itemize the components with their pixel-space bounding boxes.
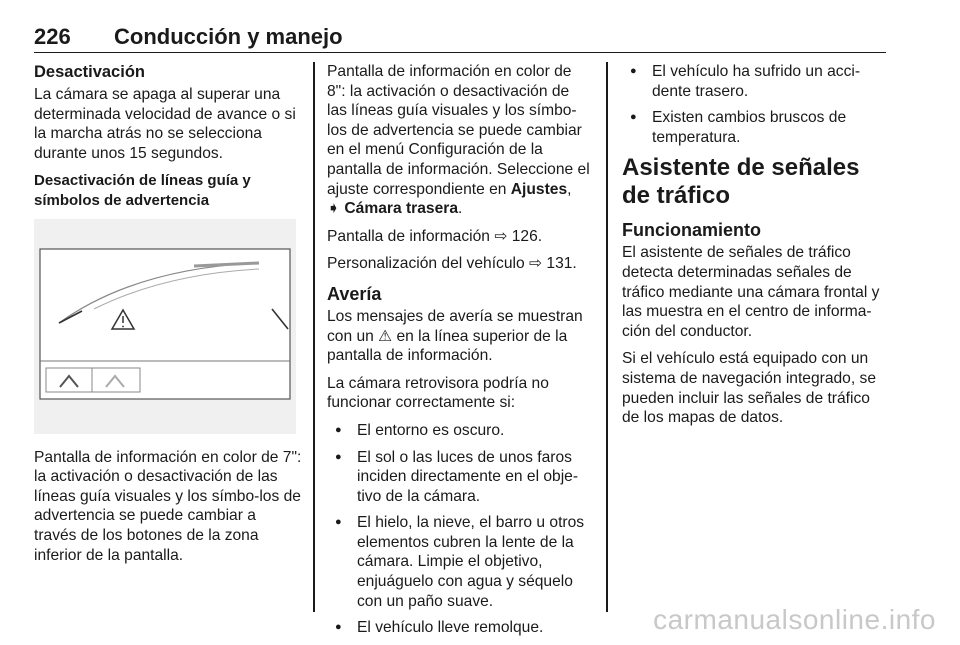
list-item: ● El vehículo ha sufrido un acci-dente trasero. — [622, 62, 890, 101]
reference-page: 131. — [546, 255, 577, 273]
list-item: ● El sol o las luces de unos faros inciden directamente en el obje-tivo de la cámara. — [327, 448, 591, 507]
display-frame — [40, 249, 290, 399]
reference-personalization — [327, 254, 591, 274]
page-header — [34, 18, 886, 53]
column-3 — [622, 62, 890, 436]
paragraph-8-inch-text: Pantalla de información en color de 8": la activación o desactivación de las líneas guía visuales y los símbo-los de advertencia se puede cambiar en el menú Configuración de la pantalla de información. Seleccione el ajuste correspondiente en — [327, 63, 590, 198]
page-number: 226 — [34, 24, 71, 49]
menu-arrow-icon: ➧ — [327, 200, 341, 218]
list-item: ● El entorno es oscuro. — [327, 421, 591, 441]
page-reference-icon: ⇨ — [528, 255, 543, 273]
column-1 — [34, 62, 302, 573]
page-reference-icon: ⇨ — [494, 227, 508, 245]
column-divider-2 — [606, 62, 608, 612]
conditions-list-continued — [622, 62, 890, 147]
list-item: ● El vehículo lleve remolque. — [327, 618, 591, 638]
camera-display-drawing — [34, 219, 296, 434]
column-divider-1 — [313, 62, 315, 612]
fault-paragraph — [327, 307, 591, 366]
list-item: ● El hielo, la nieve, el barro u otros elementos cubren la lente de la cámara. Limpie el objetivo, enjuáguelo con agua y séquelo con un paño suave. — [327, 513, 591, 611]
caption-7-inch: Pantalla de información en color de 7": la activación o desactivación de las líneas guía visuales y los símbo-los de advertencia se puede cambiar a través de los botones de la zona inferior de la pantalla. — [34, 448, 302, 564]
conditions-intro: La cámara retrovisora podría no funcionar correctamente si: — [327, 374, 549, 412]
list-item: ● Existen cambios bruscos de temperatura. — [622, 108, 890, 147]
fault-paragraph-a: Los mensajes de avería se muestran con un — [327, 307, 583, 345]
setting-camara-trasera: Cámara trasera — [344, 200, 458, 218]
reference-page: 126. — [511, 227, 543, 245]
warning-triangle-icon: ⚠ — [378, 327, 393, 345]
warning-dot — [122, 325, 124, 327]
setting-ajustes: Ajustes — [510, 180, 568, 198]
chapter-title: Conducción y manejo — [114, 24, 343, 49]
subheading-guidelines: Desactivación de líneas guía y símbolos de advertencia — [34, 172, 251, 209]
operation-paragraph-1: El asistente de señales de tráfico detecta determinadas señales de tráfico mediante una cámara frontal y las muestra en el centro de informa-ción del conductor. — [622, 244, 880, 340]
period: . — [458, 200, 463, 218]
reference-personalization-text: Personalización del vehículo — [327, 255, 525, 273]
paragraph-8-inch — [327, 62, 591, 219]
section-heading-traffic-sign-assistant: Asistente de señales de tráfico — [622, 154, 860, 210]
conditions-list — [327, 421, 591, 638]
section-heading-deactivation: Desactivación — [34, 63, 145, 81]
watermark: carmanualsonline.info — [653, 604, 936, 635]
column-2 — [327, 62, 591, 645]
subheading-operation: Funcionamiento — [622, 220, 761, 241]
section-heading-fault: Avería — [327, 283, 382, 304]
reference-info-display-text: Pantalla de información — [327, 227, 490, 245]
fault-paragraph-b: en la línea superior de la pantalla de información. — [327, 327, 568, 365]
camera-display-illustration — [34, 219, 296, 434]
deactivation-paragraph: La cámara se apaga al superar una determinada velocidad de avance o si la marcha atrás no se selecciona durante unos 15 segundos. — [34, 86, 296, 162]
reference-info-display — [327, 227, 591, 247]
comma: , — [567, 180, 572, 198]
operation-paragraph-2: Si el vehículo está equipado con un sistema de navegación integrado, se pueden incluir las señales de tráfico de los mapas de datos. — [622, 350, 876, 427]
